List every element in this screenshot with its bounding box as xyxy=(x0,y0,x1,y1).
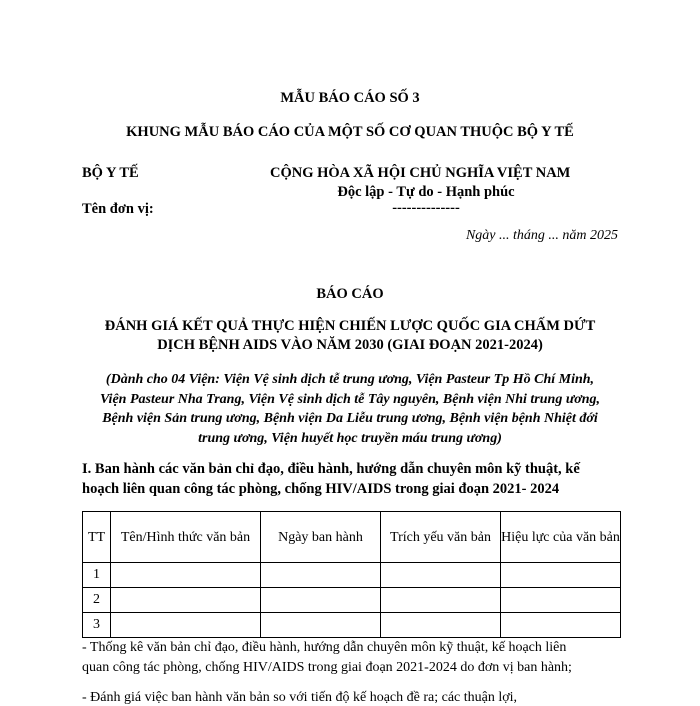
header-document-type: Tên/Hình thức văn bản xyxy=(111,512,261,563)
form-title: KHUNG MẪU BÁO CÁO CỦA MỘT SỐ CƠ QUAN THUỘC BỘ Y TẾ xyxy=(126,124,574,140)
row-number: 2 xyxy=(83,588,111,613)
motto-rule: -------------- xyxy=(392,200,460,216)
header-issue-date: Ngày ban hành xyxy=(261,512,381,563)
table-row xyxy=(83,613,621,638)
scope-line: Bệnh viện Sản trung ương, Bệnh viện Da Liễu trung ương, Bệnh viện bệnh Nhiệt đới xyxy=(102,411,598,426)
table-cell xyxy=(261,588,381,613)
table-cell xyxy=(501,613,621,638)
national-motto: Độc lập - Tự do - Hạnh phúc xyxy=(337,184,515,200)
scope-line: trung ương, Viện huyết học truyền máu trung ương) xyxy=(198,430,502,446)
section-1-heading xyxy=(82,459,622,499)
note-line: - Thống kê văn bản chỉ đạo, điều hành, hướng dẫn chuyên môn kỹ thuật, kế hoạch liên xyxy=(82,640,567,655)
row-number: 1 xyxy=(83,563,111,588)
header-summary: Trích yếu văn bản xyxy=(381,512,501,563)
table-cell xyxy=(111,563,261,588)
section-heading-line: I. Ban hành các văn bản chỉ đạo, điều hành, hướng dẫn chuyên môn kỹ thuật, kế xyxy=(82,461,580,477)
table-header-row xyxy=(83,512,621,563)
table-cell xyxy=(261,563,381,588)
table-row xyxy=(83,563,621,588)
country-name: CỘNG HÒA XÃ HỘI CHỦ NGHĨA VIỆT NAM xyxy=(270,165,571,181)
table-cell xyxy=(111,613,261,638)
report-scope xyxy=(78,370,622,448)
row-number: 3 xyxy=(83,613,111,638)
ministry-name: BỘ Y TẾ xyxy=(82,165,139,181)
section-heading-line: hoạch liên quan công tác phòng, chống HIV/AIDS trong giai đoạn 2021- 2024 xyxy=(82,481,560,497)
note-line: quan công tác phòng, chống HIV/AIDS trong giai đoạn 2021-2024 do đơn vị ban hành; xyxy=(82,660,572,675)
table-cell xyxy=(381,588,501,613)
documents-table xyxy=(82,511,621,638)
table-cell xyxy=(261,613,381,638)
scope-line: Viện Pasteur Nha Trang, Viện Vệ sinh dịch tễ Tây nguyên, Bệnh viện Nhi trung ương, xyxy=(99,391,601,407)
report-title-line-2: DỊCH BỆNH AIDS VÀO NĂM 2030 (GIAI ĐOẠN 2021-2024) xyxy=(157,337,543,353)
table-cell xyxy=(501,563,621,588)
header-tt: TT xyxy=(83,512,111,563)
header-validity: Hiệu lực của văn bản xyxy=(501,512,621,563)
scope-line: (Dành cho 04 Viện: Viện Vệ sinh dịch tễ trung ương, Viện Pasteur Tp Hồ Chí Minh, xyxy=(105,372,595,387)
section-1-note-2: - Đánh giá việc ban hành văn bản so với tiến độ kế hoạch đề ra; các thuận lợi, xyxy=(82,690,518,705)
section-1-note xyxy=(82,638,622,678)
report-title-line-1: ĐÁNH GIÁ KẾT QUẢ THỰC HIỆN CHIẾN LƯỢC QUỐC GIA CHẤM DỨT xyxy=(104,318,596,334)
table-cell xyxy=(381,613,501,638)
report-label: BÁO CÁO xyxy=(316,286,384,302)
form-number: MẪU BÁO CÁO SỐ 3 xyxy=(280,90,420,106)
table-cell xyxy=(501,588,621,613)
table-cell xyxy=(111,588,261,613)
date-line: Ngày ... tháng ... năm 2025 xyxy=(465,228,618,243)
table-cell xyxy=(381,563,501,588)
unit-name-label: Tên đơn vị: xyxy=(82,201,154,217)
table-row xyxy=(83,588,621,613)
